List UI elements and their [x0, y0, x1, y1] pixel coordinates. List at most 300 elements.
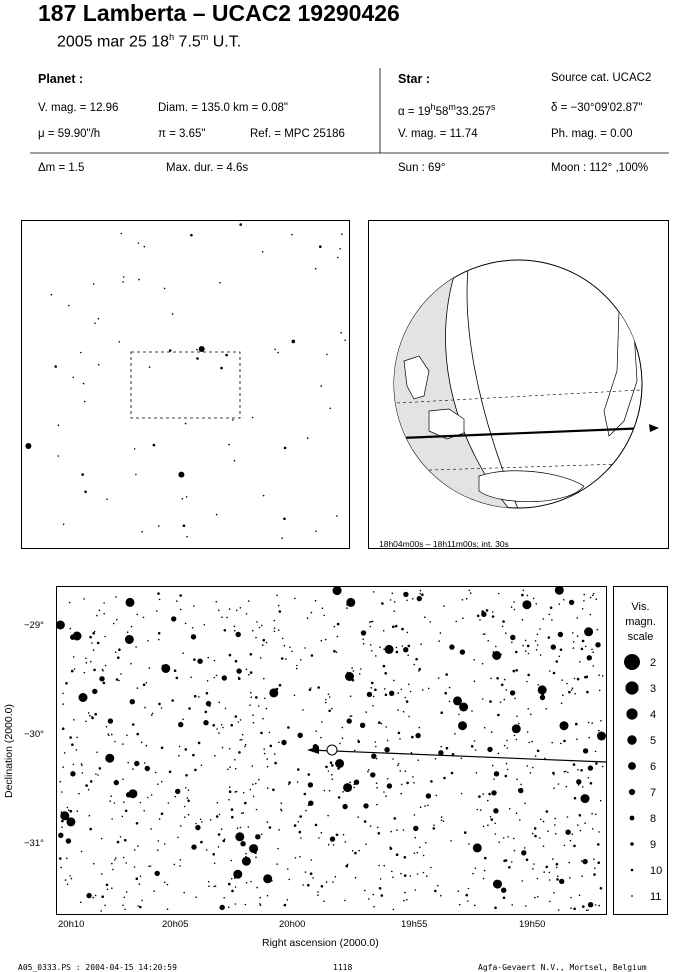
- star-dot: [333, 844, 335, 846]
- star-dot: [558, 632, 563, 637]
- star-dot: [57, 621, 65, 630]
- star-dot: [537, 878, 539, 880]
- star-dot: [527, 595, 529, 597]
- star-dot: [194, 769, 197, 772]
- star-dot: [471, 710, 473, 712]
- star-dot: [114, 741, 116, 743]
- star-dot: [85, 658, 87, 660]
- star-dot: [586, 691, 589, 694]
- star-dot: [238, 677, 241, 680]
- star-dot: [468, 888, 470, 890]
- star-dot: [583, 600, 585, 602]
- star-dot: [253, 722, 255, 724]
- star-dot: [107, 733, 109, 735]
- star-dot: [521, 850, 526, 855]
- star-dot: [262, 644, 264, 646]
- star-dot: [80, 352, 82, 354]
- star-dot: [543, 821, 545, 823]
- star-dot: [362, 638, 364, 640]
- star-dot: [196, 357, 199, 360]
- star-dot: [203, 720, 208, 725]
- star-dot: [216, 514, 218, 516]
- star-dot: [180, 609, 182, 611]
- star-phmag: Ph. mag. = 0.00: [551, 128, 633, 140]
- star-dot: [241, 739, 243, 741]
- star-dot: [481, 612, 486, 617]
- star-dot: [192, 627, 194, 629]
- star-dot: [573, 763, 576, 766]
- star-dot: [396, 829, 398, 831]
- star-dot: [217, 802, 219, 804]
- star-dot: [586, 910, 588, 912]
- star-dot: [504, 679, 506, 681]
- star-dot: [150, 828, 152, 830]
- star-dot: [477, 615, 480, 618]
- star-dot: [223, 840, 226, 843]
- star-dot: [365, 844, 367, 846]
- star-dot: [285, 658, 287, 660]
- star-dot: [296, 665, 298, 667]
- path-arrow-icon: [649, 424, 659, 432]
- star-dot: [443, 820, 445, 822]
- star-dot: [590, 614, 592, 616]
- star-dot: [507, 836, 509, 838]
- star-dot: [245, 853, 247, 855]
- star-dot: [114, 859, 116, 861]
- star-dot: [507, 747, 509, 749]
- star-dot: [507, 769, 509, 771]
- star-dot: [474, 680, 476, 682]
- star-dot: [539, 837, 541, 839]
- star-dot: [598, 674, 600, 676]
- star-dot: [135, 764, 137, 766]
- star-dot: [352, 850, 354, 852]
- star-dot: [441, 819, 443, 821]
- star-dot: [583, 748, 588, 753]
- star-dot: [89, 828, 92, 831]
- star-dot: [397, 692, 399, 694]
- star-dot: [429, 621, 431, 623]
- star-dot: [256, 621, 258, 623]
- star-dot: [81, 765, 83, 767]
- star-dot: [430, 867, 432, 869]
- star-dot: [379, 887, 382, 890]
- star-dot: [522, 645, 524, 647]
- star-dot: [97, 642, 100, 645]
- star-dot: [440, 632, 442, 634]
- star-dot: [599, 690, 601, 692]
- star-dot: [331, 774, 333, 776]
- star-dot: [169, 349, 172, 352]
- star-dot: [458, 721, 467, 730]
- star-dot: [66, 815, 68, 817]
- star-dot: [434, 890, 437, 893]
- star-dot: [450, 840, 452, 842]
- star-dot: [185, 787, 187, 789]
- star-dot: [89, 636, 92, 639]
- star-dot: [278, 629, 280, 631]
- star-dot: [130, 663, 132, 665]
- star-dot: [188, 789, 190, 791]
- star-dot: [159, 599, 161, 601]
- star-dot: [558, 909, 560, 911]
- star-dot: [335, 759, 344, 768]
- star-dot: [417, 873, 419, 875]
- star-dot: [400, 793, 402, 795]
- star-dot: [280, 809, 282, 811]
- star-dot: [592, 828, 594, 830]
- star-dot: [60, 867, 62, 869]
- star-dot: [243, 792, 245, 794]
- star-dot: [413, 664, 415, 666]
- star-dot: [252, 417, 254, 419]
- star-dot: [249, 844, 258, 853]
- star-dot: [305, 871, 307, 873]
- star-dot: [406, 600, 408, 602]
- star-dot: [453, 696, 462, 705]
- star-dot: [267, 766, 269, 768]
- star-dot: [358, 850, 360, 852]
- star-dot: [369, 621, 371, 623]
- star-dot: [250, 789, 252, 791]
- star-dot: [591, 722, 593, 724]
- star-dot: [135, 646, 137, 648]
- star-dot: [375, 741, 377, 743]
- star-dot: [574, 678, 576, 680]
- star-dot: [535, 640, 537, 642]
- star-dot: [360, 668, 362, 670]
- star-dot: [458, 714, 460, 716]
- globe-caption: 18h04m00s – 18h11m00s; int. 30s: [379, 539, 509, 549]
- star-dot: [236, 632, 241, 637]
- star-dot: [225, 354, 228, 357]
- star-dot: [510, 635, 515, 640]
- star-dot: [214, 660, 216, 662]
- star-dot: [252, 630, 254, 632]
- star-dot: [411, 753, 413, 755]
- star-dot: [376, 782, 378, 784]
- star-dot: [545, 866, 548, 869]
- star-dot: [496, 677, 499, 680]
- star-dot: [412, 776, 414, 778]
- star-dot: [577, 769, 579, 771]
- star-dot: [476, 772, 478, 774]
- star-dot: [304, 793, 307, 796]
- star-dot: [99, 676, 104, 681]
- star-dot: [194, 695, 197, 698]
- star-dot: [404, 697, 406, 699]
- star-dot: [136, 614, 138, 616]
- star-dot: [228, 883, 231, 886]
- star-dot: [438, 677, 440, 679]
- star-dot: [549, 670, 551, 672]
- star-dot: [303, 884, 305, 886]
- star-dot: [92, 632, 95, 635]
- star-dot: [288, 879, 290, 881]
- star-dot: [371, 682, 374, 685]
- star-dot: [106, 499, 108, 501]
- star-dot: [582, 859, 587, 864]
- star-dot: [370, 644, 372, 646]
- star-dot: [598, 730, 600, 732]
- star-dot: [440, 746, 442, 748]
- star-dot: [370, 626, 372, 628]
- star-dot: [272, 789, 275, 792]
- star-dot: [206, 692, 209, 695]
- legend-label: 6: [650, 761, 657, 773]
- star-dot: [238, 721, 240, 723]
- legend-title: scale: [627, 631, 654, 643]
- star-dot: [426, 875, 428, 877]
- star-dot: [592, 595, 594, 597]
- star-dot: [540, 695, 545, 700]
- star-dot: [155, 871, 160, 876]
- star-dot: [368, 692, 370, 694]
- star-dot: [90, 661, 92, 663]
- star-dot: [521, 594, 524, 597]
- star-dot: [357, 816, 359, 818]
- star-dot: [508, 866, 511, 869]
- star-dot: [536, 649, 538, 651]
- star-dot: [70, 771, 75, 776]
- star-dot: [296, 668, 298, 670]
- star-dot: [123, 276, 125, 278]
- star-dot: [506, 689, 508, 691]
- star-dot: [231, 860, 233, 862]
- star-heading: Star :: [398, 72, 430, 86]
- star-dot: [207, 680, 209, 682]
- star-dot: [514, 609, 516, 611]
- star-dot: [195, 825, 200, 830]
- star-dot: [468, 843, 470, 845]
- star-dot: [414, 889, 416, 891]
- star-dot: [385, 795, 387, 797]
- star-dot: [383, 648, 385, 650]
- star-dot: [339, 743, 341, 745]
- star-dot: [516, 739, 518, 741]
- star-dot: [402, 645, 404, 647]
- star-dot: [115, 857, 117, 859]
- star-dot: [553, 787, 555, 789]
- star-dot: [127, 762, 129, 764]
- star-dot: [73, 656, 75, 658]
- star-dot: [134, 866, 136, 868]
- star-dot: [501, 684, 504, 687]
- star-dot: [245, 744, 247, 746]
- globe-panel: [368, 220, 669, 549]
- star-dot: [261, 834, 263, 836]
- star-dot: [141, 531, 143, 533]
- star-dot: [347, 718, 352, 723]
- star-dot: [208, 881, 210, 883]
- star-dot: [573, 647, 575, 649]
- star-dot: [68, 809, 70, 811]
- star-dot: [329, 408, 331, 410]
- star-dot: [289, 647, 291, 649]
- star-dot: [315, 530, 317, 532]
- star-dot: [195, 896, 197, 898]
- star-dot: [355, 877, 357, 879]
- star-dot: [484, 857, 487, 860]
- star-dot: [141, 742, 143, 744]
- star-dot: [94, 323, 96, 325]
- star-dot: [174, 796, 176, 798]
- star-dot: [565, 771, 567, 773]
- star-dot: [143, 684, 146, 687]
- star-dot: [392, 593, 394, 595]
- star-dot: [116, 619, 118, 621]
- star-dot: [298, 733, 303, 738]
- star-dot: [379, 646, 381, 648]
- star-dot: [397, 709, 399, 711]
- star-dot: [73, 719, 75, 721]
- star-dot: [201, 821, 203, 823]
- star-dot: [62, 703, 64, 705]
- star-dot: [125, 635, 134, 644]
- star-dot: [330, 836, 335, 841]
- star-dot: [588, 777, 590, 779]
- star-dot: [308, 773, 311, 776]
- star-dot: [577, 824, 579, 826]
- star-dot: [307, 437, 309, 439]
- star-dot: [440, 895, 442, 897]
- star-dot: [61, 811, 63, 813]
- star-dot: [70, 628, 72, 630]
- star-dot: [504, 699, 506, 701]
- star-dot: [225, 708, 227, 710]
- star-dot: [515, 651, 518, 654]
- star-dot: [339, 248, 341, 250]
- star-dot: [317, 894, 319, 896]
- star-dot: [146, 682, 148, 684]
- star-dot: [397, 765, 399, 767]
- star-dot: [294, 598, 296, 600]
- star-dot: [254, 851, 257, 854]
- star-dot: [258, 705, 260, 707]
- star-dot: [143, 810, 145, 812]
- star-dot: [299, 831, 302, 834]
- star-dot: [104, 905, 106, 907]
- star-dot: [387, 783, 392, 788]
- star-dot: [435, 758, 437, 760]
- star-dot: [235, 768, 237, 770]
- star-dot: [588, 722, 590, 724]
- star-dot: [357, 740, 359, 742]
- star-dot: [336, 515, 338, 517]
- star-dot: [300, 659, 302, 661]
- star-dot: [569, 600, 574, 605]
- star-dot: [513, 670, 516, 673]
- star-dot: [171, 616, 176, 621]
- star-dot: [425, 842, 427, 844]
- star-dot: [337, 623, 340, 626]
- star-dot: [66, 817, 75, 826]
- magnitude-legend: [613, 586, 668, 915]
- star-dot: [581, 860, 583, 862]
- star-dot: [180, 859, 182, 861]
- star-dot: [415, 658, 418, 661]
- star-dot: [252, 714, 254, 716]
- legend-dot: [629, 789, 635, 795]
- star-dot: [384, 672, 387, 675]
- star-field: [57, 587, 606, 914]
- star-dot: [294, 824, 297, 827]
- star-dot: [310, 859, 312, 861]
- star-dot: [531, 741, 533, 743]
- star-dot: [501, 888, 506, 893]
- star-dot: [406, 899, 408, 901]
- star-dot: [60, 781, 62, 783]
- star-dot: [279, 610, 282, 613]
- star-dot: [419, 847, 421, 849]
- star-dot: [332, 778, 334, 780]
- star-dot: [88, 789, 90, 791]
- star-dot: [502, 620, 505, 623]
- star-dot: [568, 862, 570, 864]
- star-dot: [198, 696, 200, 698]
- star-dot: [226, 617, 228, 619]
- star-dot: [337, 767, 340, 770]
- star-dot: [149, 366, 151, 368]
- star-dot: [339, 592, 341, 594]
- star-dot: [174, 864, 176, 866]
- star-dot: [82, 772, 84, 774]
- star-dot: [462, 617, 464, 619]
- star-dot: [103, 602, 105, 604]
- star-dot: [591, 813, 593, 815]
- star-dot: [336, 834, 339, 837]
- star-dot: [491, 731, 493, 733]
- star-dot: [266, 642, 268, 644]
- star-dot: [122, 816, 124, 818]
- star-dot: [577, 678, 580, 681]
- star-dot: [406, 782, 409, 785]
- star-dot: [433, 824, 435, 826]
- legend-dot: [625, 681, 638, 694]
- star-dot: [473, 659, 475, 661]
- star-dot: [250, 881, 252, 883]
- star-dot: [228, 444, 230, 446]
- star-dot: [567, 772, 569, 774]
- star-dot: [595, 751, 597, 753]
- star-dot: [549, 614, 551, 616]
- star-dot: [132, 768, 134, 770]
- star-dot: [244, 802, 247, 805]
- star-dot: [503, 860, 506, 863]
- star-dot: [503, 897, 506, 900]
- star-dot: [234, 630, 236, 632]
- star-dot: [586, 676, 589, 679]
- star-dot: [59, 857, 62, 860]
- star-dot: [342, 727, 344, 729]
- legend-label: 10: [650, 865, 663, 877]
- star-dot: [419, 727, 421, 729]
- star-dot: [563, 599, 565, 601]
- star-dot: [283, 518, 286, 521]
- x-tick: 19h50: [519, 919, 546, 930]
- star-dot: [216, 601, 218, 603]
- event-date: 2005 mar 25 18$^h$ 7.5$^m$ U.T.: [57, 32, 242, 51]
- star-dot: [597, 861, 600, 864]
- star-dot: [196, 349, 198, 351]
- star-dot: [557, 876, 559, 878]
- star-dot: [231, 890, 234, 893]
- star-dot: [235, 660, 238, 663]
- star-dot: [394, 817, 397, 820]
- star-dot: [200, 819, 202, 821]
- star-dot: [271, 880, 273, 882]
- star-dot: [571, 760, 573, 762]
